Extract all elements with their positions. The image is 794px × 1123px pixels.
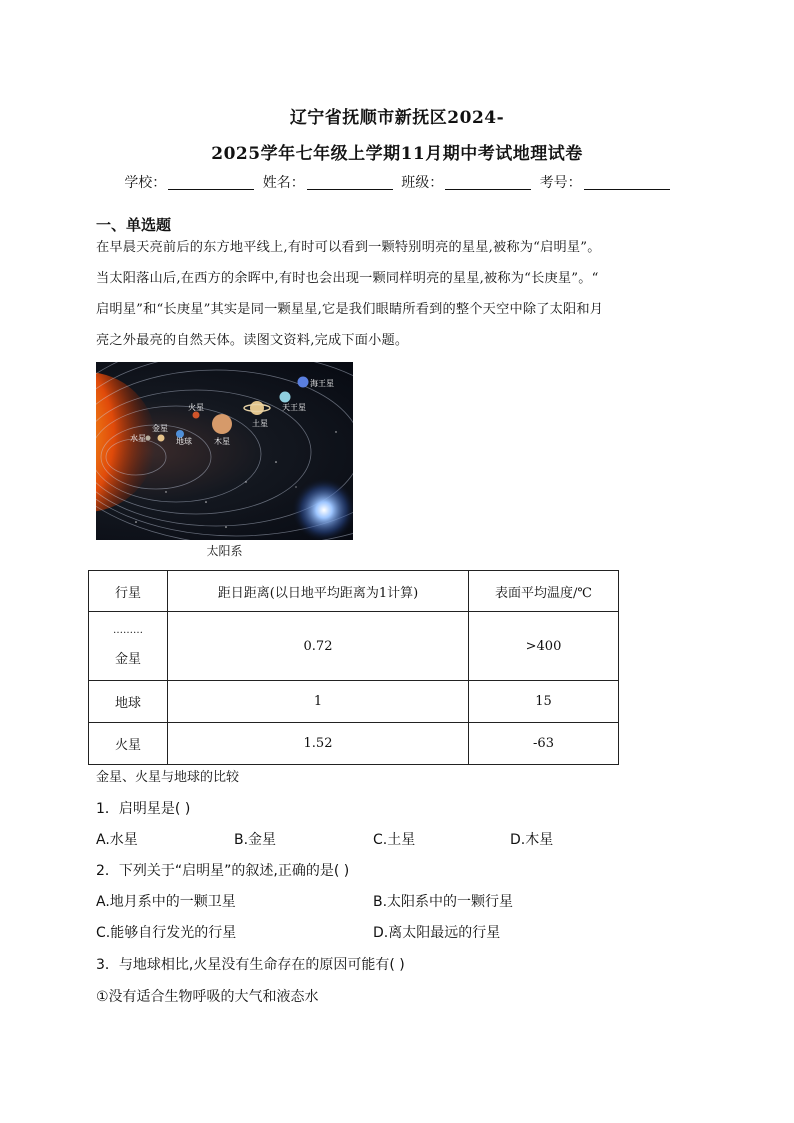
table-header-cell: 行星 [89,571,168,612]
label-mars: 火星 [188,403,204,412]
table-row [89,681,619,723]
q2-option-d[interactable]: D.离太阳最远的行星 [373,925,501,941]
table-cell-temp: -63 [469,723,619,765]
passage-line: 亮之外最亮的自然天体。读图文资料,完成下面小题。 [96,333,409,348]
question-3-statement-1: ①没有适合生物呼吸的大气和液态水 [96,989,319,1005]
label-earth: 地球 [176,437,192,446]
galaxy-icon [292,478,353,540]
label-neptune: 海王星 [310,379,334,388]
figure-caption: 太阳系 [206,544,243,558]
label-saturn: 土星 [252,419,268,428]
q2-option-a[interactable]: A.地月系中的一颗卫星 [96,894,236,910]
student-info-row [0,172,794,192]
dots: ……… [113,624,143,636]
mars-icon [193,412,200,419]
q2-option-b[interactable]: B.太阳系中的一颗行星 [373,894,514,910]
section-title: 一、单选题 [96,216,172,234]
table-header-cell: 表面平均温度/℃ [469,571,619,612]
question-3-stem: 3．与地球相比,火星没有生命存在的原因可能有( ) [96,957,405,973]
exam-title-line1: 辽宁省抚顺市新抚区2024- [289,108,505,128]
table-header-row [89,571,619,612]
table-cell-temp: >400 [469,612,619,681]
passage-line: 在早晨天亮前后的东方地平线上,有时可以看到一颗特别明亮的星星,被称为“启明星”。 [96,240,601,255]
q1-option-b[interactable]: B.金星 [234,832,277,848]
table-header-cell: 距日距离(以日地平均距离为1计算) [168,571,469,612]
exam-number-field[interactable]: 考号： [540,172,670,192]
school-field[interactable]: 学校： [124,172,254,192]
exam-title-line2: 2025学年七年级上学期11月期中考试地理试卷 [211,144,583,164]
solar-system-image [96,362,353,540]
table-caption: 金星、火星与地球的比较 [96,770,240,785]
saturn-icon [250,401,264,415]
neptune-icon [298,377,309,388]
class-field[interactable]: 班级： [401,172,531,192]
name-blank[interactable] [307,175,393,190]
uranus-icon [280,392,291,403]
q1-option-d[interactable]: D.木星 [510,832,554,848]
label-mercury: 水星 [130,434,146,443]
label-venus: 金星 [152,424,168,433]
table-cell-planet: 地球 [89,681,168,723]
q1-option-c[interactable]: C.土星 [373,832,416,848]
q1-option-a[interactable]: A.水星 [96,832,138,848]
solar-system-illustration [96,362,353,540]
label-jupiter: 木星 [214,437,230,446]
table-cell-planet: ……… 金星 [89,612,168,681]
planet-comparison-table [88,570,619,765]
venus-icon [158,435,165,442]
reading-passage [96,232,700,356]
exam-number-blank[interactable] [584,175,670,190]
passage-line: 当太阳落山后,在西方的余晖中,有时也会出现一颗同样明亮的星星,被称为“长庚星”。“ [96,271,599,286]
q2-option-c[interactable]: C.能够自行发光的行星 [96,925,237,941]
table-cell-temp: 15 [469,681,619,723]
table-row [89,612,619,681]
label-uranus: 天王星 [282,403,306,412]
table-row [89,723,619,765]
school-blank[interactable] [168,175,254,190]
class-blank[interactable] [445,175,531,190]
sun-icon [96,372,156,512]
mercury-icon [146,436,151,441]
jupiter-icon [212,414,232,434]
table-cell-distance: 0.72 [168,612,469,681]
table-cell-distance: 1 [168,681,469,723]
name-field[interactable]: 姓名： [263,172,393,192]
table-cell-distance: 1.52 [168,723,469,765]
question-2-stem: 2．下列关于“启明星”的叙述,正确的是( ) [96,863,350,879]
table-cell-planet: 火星 [89,723,168,765]
passage-line: 启明星”和“长庚星”其实是同一颗星星,它是我们眼睛所看到的整个天空中除了太阳和月 [96,302,604,317]
question-1-stem: 1．启明星是( ) [96,801,191,817]
